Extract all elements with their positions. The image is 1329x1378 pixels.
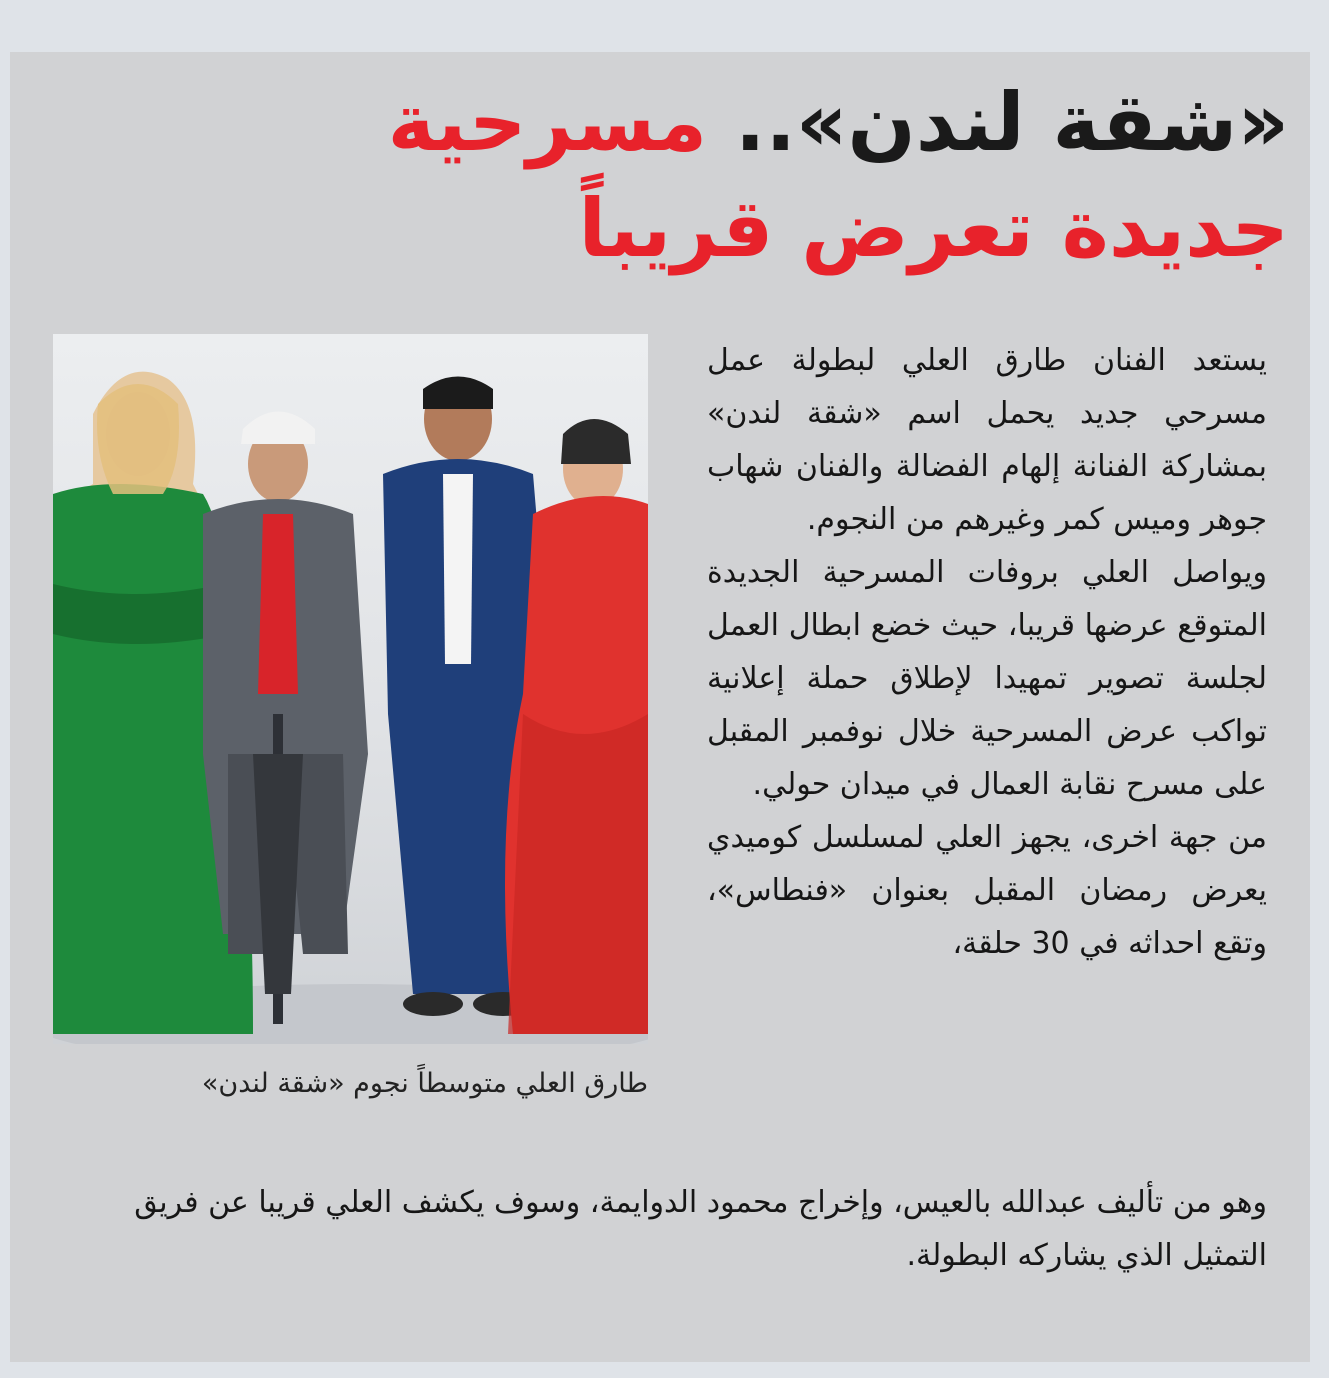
article-paragraph: يستعد الفنان طارق العلي لبطولة عمل مسرحي جديد يحمل اسم «شقة لندن» بمشاركة الفنانة إلهام الفضالة والفنان شهاب جوهر وميس كمر وغيرهم من النجوم. xyxy=(707,343,1267,537)
article-body-column xyxy=(707,334,1267,970)
photo-caption: طارق العلي متوسطاً نجوم «شقة لندن» xyxy=(201,1068,648,1099)
article-paragraph: ويواصل العلي بروفات المسرحية الجديدة المتوقع عرضها قريبا، حيث خضع ابطال العمل لجلسة تصوير تمهيدا لإطلاق حملة إعلانية تواكب عرض المسرحية خلال نوفمبر المقبل على مسرح نقابة العمال في ميدان حولي. xyxy=(707,555,1267,802)
headline xyxy=(189,70,1289,282)
cast-photo-illustration xyxy=(53,334,648,1044)
article-photo xyxy=(53,334,648,1044)
headline-subtitle-part: مسرحية جديدة تعرض قريباً xyxy=(387,76,1289,275)
figure-man-grey-suit xyxy=(203,412,368,1025)
article-paragraph: وهو من تأليف عبدالله بالعيس، وإخراج محمود الدوايمة، وسوف يكشف العلي قريبا عن فريق التمثيل الذي يشاركه البطولة. xyxy=(134,1185,1267,1273)
article-paragraph: من جهة اخرى، يجهز العلي لمسلسل كوميدي يعرض رمضان المقبل بعنوان «فنطاس»، وتقع احداثه في 30 حلقة، xyxy=(707,820,1267,961)
article-body-wide xyxy=(52,1176,1267,1282)
headline-title-part: «شقة لندن».. xyxy=(735,76,1289,169)
